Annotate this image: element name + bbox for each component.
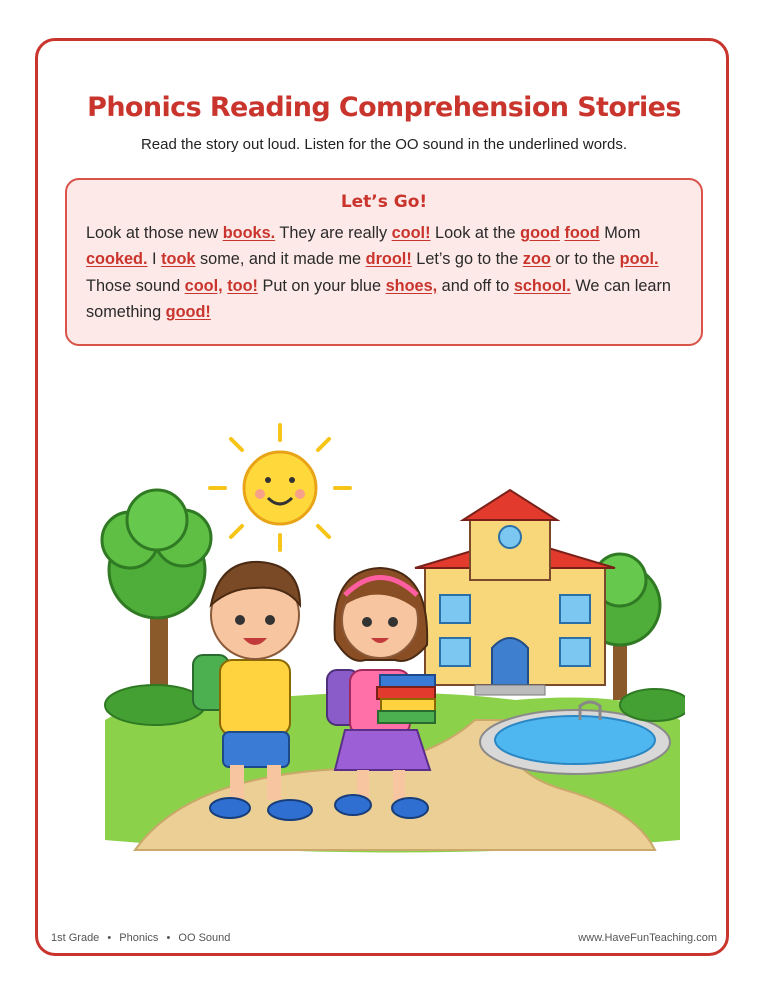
- oo-word: drool!: [365, 250, 412, 269]
- footer-site-link[interactable]: www.HaveFunTeaching.com: [578, 932, 717, 944]
- story-text-segment: I: [147, 250, 162, 269]
- story-text-segment: some, and it made me: [195, 250, 366, 269]
- oo-word: took: [161, 250, 196, 269]
- bush: [105, 685, 205, 725]
- story-text-segment: or to the: [550, 250, 620, 269]
- story-text-segment: Look at those new: [86, 224, 223, 242]
- oo-word: shoes,: [385, 276, 438, 295]
- oo-word: school.: [513, 276, 571, 295]
- oo-word: cooked.: [86, 250, 148, 269]
- story-text-segment: Mom: [599, 224, 641, 242]
- page-subtitle: Read the story out loud. Listen for the OO sound in the underlined words.: [140, 136, 628, 153]
- oo-word: too!: [227, 276, 258, 295]
- kids-walking-to-school-illustration: [95, 420, 685, 870]
- story-text-segment: Look at the: [430, 224, 521, 242]
- story-text-segment: They are really: [275, 224, 392, 242]
- story-box: [65, 178, 703, 346]
- footer-tag-topic: OO Sound: [178, 932, 231, 944]
- story-text-segment: and off to: [437, 276, 514, 295]
- footer-separator: •: [166, 932, 171, 944]
- footer-tags: [51, 932, 230, 944]
- bush: [620, 689, 685, 721]
- smiling-sun-icon: [210, 425, 350, 550]
- oo-word: cool!: [391, 224, 431, 242]
- footer-tag-subject: Phonics: [119, 932, 159, 944]
- footer-tag-grade: 1st Grade: [51, 932, 100, 944]
- story-text: [86, 220, 686, 325]
- oo-word: pool.: [619, 250, 659, 269]
- oo-word: zoo: [522, 250, 551, 269]
- oo-word: cool,: [184, 276, 223, 295]
- story-text-segment: Put on your blue: [257, 276, 386, 295]
- oo-word: books.: [222, 224, 276, 242]
- school-building: [415, 490, 615, 695]
- oo-word: good: [520, 224, 560, 242]
- story-text-segment: Those sound: [86, 276, 185, 295]
- story-title: Let’s Go!: [340, 192, 428, 212]
- page-title: Phonics Reading Comprehension Stories: [87, 92, 681, 123]
- story-text-segment: Let’s go to the: [411, 250, 523, 269]
- oo-word: good!: [165, 302, 211, 321]
- oo-word: food: [564, 224, 600, 242]
- footer-separator: •: [107, 932, 112, 944]
- story-text-segment: We can learn something: [86, 276, 671, 321]
